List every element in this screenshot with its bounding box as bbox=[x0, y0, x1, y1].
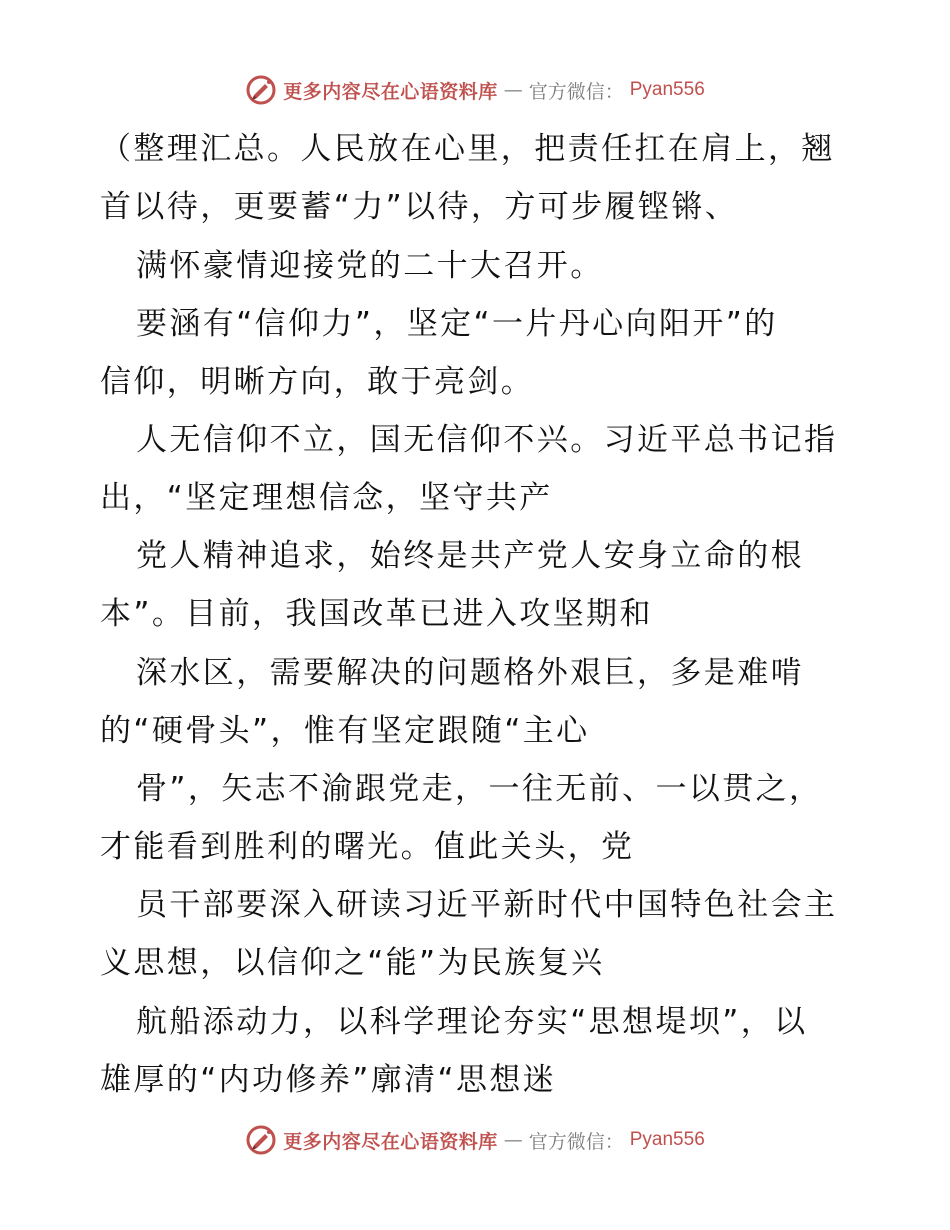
header-site-name: 更多内容尽在心语资料库 bbox=[283, 80, 498, 103]
text-line-10: 深水区，需要解决的问题格外艰巨，多是难啃 bbox=[136, 655, 804, 691]
footer-watermark-content bbox=[245, 1124, 705, 1156]
header-contact-id: Pyan556 bbox=[629, 79, 705, 100]
header-watermark bbox=[0, 70, 950, 110]
footer-site-name: 更多内容尽在心语资料库 bbox=[283, 1130, 498, 1153]
text-line-16: 航船添动力，以科学理论夯实“思想堤坝”，以 bbox=[136, 1004, 808, 1040]
text-line-12: 骨”，矢志不渝跟党走，一往无前、一以贯之， bbox=[136, 771, 823, 807]
text-line-13: 才能看到胜利的曙光。值此关头，党 bbox=[100, 829, 635, 865]
footer-contact-label: 官方微信： bbox=[528, 1130, 624, 1153]
footer-watermark bbox=[0, 1120, 950, 1160]
text-line-2: 首以待，更要蓄“力”以待，方可步履铿锵、 bbox=[100, 189, 739, 225]
text-line-7: 出，“坚定理想信念，坚守共产 bbox=[100, 480, 553, 516]
text-line-1: （整理汇总。人民放在心里，把责任扛在肩上，翘 bbox=[100, 131, 835, 167]
text-line-8: 党人精神追求，始终是共产党人安身立命的根 bbox=[136, 538, 804, 574]
text-line-14: 员干部要深入研读习近平新时代中国特色社会主 bbox=[136, 887, 838, 923]
text-line-17: 雄厚的“内功修养”廓清“思想迷 bbox=[100, 1062, 557, 1098]
text-line-11: 的“硬骨头”，惟有坚定跟随“主心 bbox=[100, 713, 590, 749]
footer-separator: — bbox=[503, 1129, 523, 1151]
pen-logo-icon bbox=[245, 74, 277, 106]
text-line-5: 信仰，明晰方向，敢于亮剑。 bbox=[100, 364, 535, 400]
header-separator: — bbox=[503, 79, 523, 101]
text-line-15: 义思想，以信仰之“能”为民族复兴 bbox=[100, 945, 605, 981]
pen-logo-icon bbox=[245, 1124, 277, 1156]
text-line-6: 人无信仰不立，国无信仰不兴。习近平总书记指 bbox=[136, 422, 838, 458]
text-line-3: 满怀豪情迎接党的二十大召开。 bbox=[136, 248, 604, 284]
header-watermark-content bbox=[245, 74, 705, 106]
header-contact-label: 官方微信： bbox=[528, 80, 624, 103]
text-line-4: 要涵有“信仰力”，坚定“一片丹心向阳开”的 bbox=[136, 306, 778, 342]
text-line-9: 本”。目前，我国改革已进入攻坚期和 bbox=[100, 596, 653, 632]
footer-contact-id: Pyan556 bbox=[629, 1129, 705, 1150]
